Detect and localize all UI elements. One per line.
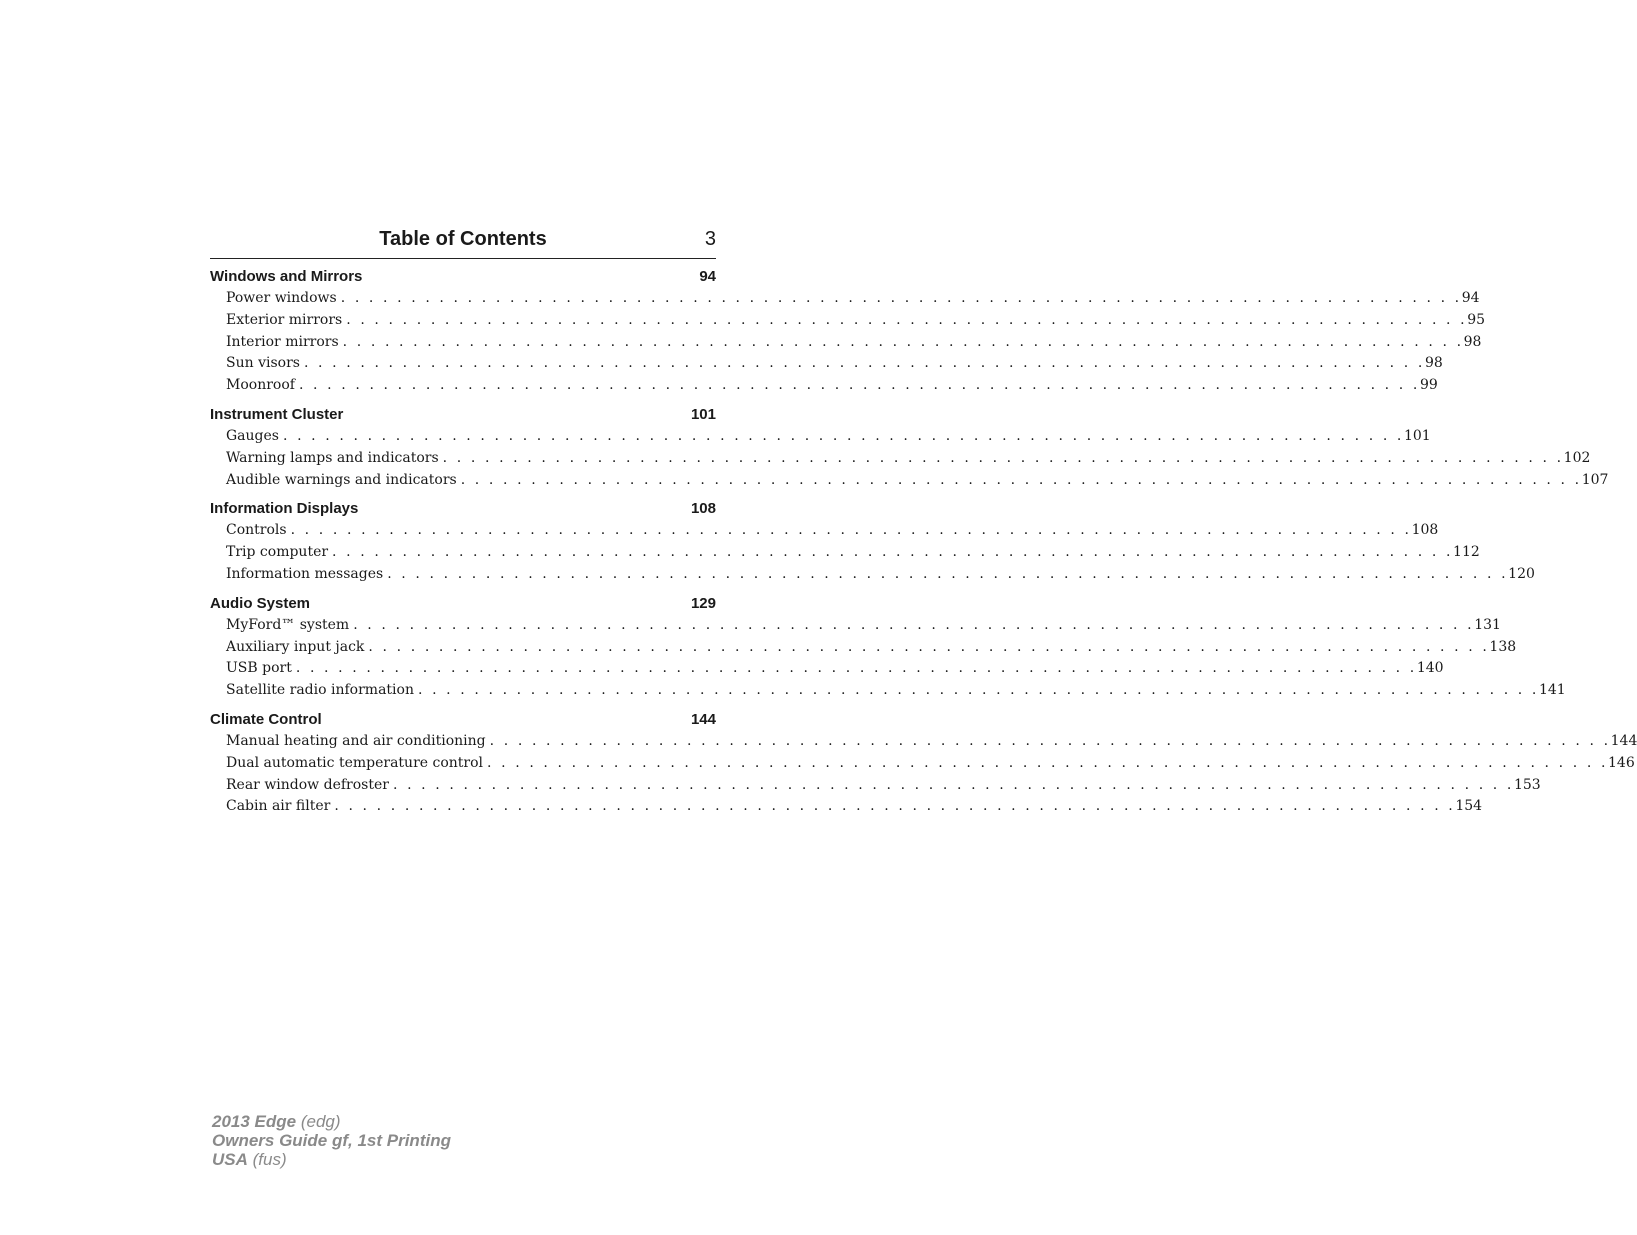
dot-leader: . . . . . . . . . . . . . . . . . . . . . . . . . . . . . . . . . . . . . . . . . . . . . . . . . . . . . . . . . . . . . . . . . . . . . . . . . . . . . . . . — [332, 544, 1454, 561]
dot-leader: . . . . . . . . . . . . . . . . . . . . . . . . . . . . . . . . . . . . . . . . . . . . . . . . . . . . . . . . . . . . . . . . . . . . . . . . . . . . . . . . — [392, 776, 1514, 793]
section-page: 101 — [690, 405, 716, 423]
entry-page: 98 — [1463, 333, 1482, 350]
entry-label: Information messages — [226, 565, 384, 582]
toc-entry[interactable] — [210, 332, 1482, 354]
section-title: Audio System — [210, 594, 311, 612]
entry-page: 98 — [1424, 355, 1443, 372]
dot-leader: . . . . . . . . . . . . . . . . . . . . . . . . . . . . . . . . . . . . . . . . . . . . . . . . . . . . . . . . . . . . . . . . . . . . . . . . . . . . . . . . — [340, 290, 1462, 306]
toc-entry[interactable] — [210, 448, 1591, 470]
toc-entry[interactable] — [210, 542, 1480, 564]
section-heading[interactable] — [210, 266, 716, 288]
dot-leader: . . . . . . . . . . . . . . . . . . . . . . . . . . . . . . . . . . . . . . . . . . . . . . . . . . . . . . . . . . . . . . . . . . . . . . . . . . . . . . . . — [346, 311, 1468, 328]
entry-label: Audible warnings and indicators — [226, 471, 457, 488]
entry-label: Cabin air filter — [226, 798, 331, 815]
entry-label: Trip computer — [226, 544, 329, 561]
entry-page: 101 — [1403, 427, 1431, 444]
entry-label: Manual heating and air conditioning — [226, 732, 486, 749]
entry-page: 140 — [1416, 660, 1444, 677]
entry-label: Satellite radio information — [226, 682, 414, 699]
dot-leader: . . . . . . . . . . . . . . . . . . . . . . . . . . . . . . . . . . . . . . . . . . . . . . . . . . . . . . . . . . . . . . . . . . . . . . . . . . . . . . . . — [303, 355, 1425, 372]
toc-section — [210, 266, 1486, 397]
dot-leader: . . . . . . . . . . . . . . . . . . . . . . . . . . . . . . . . . . . . . . . . . . . . . . . . . . . . . . . . . . . . . . . . . . . . . . . . . . . . . . . . — [290, 522, 1412, 539]
toc-entry[interactable] — [210, 731, 1637, 753]
toc-entry[interactable] — [210, 658, 1444, 680]
entry-label: MyFord™ system — [226, 616, 350, 633]
dot-leader: . . . . . . . . . . . . . . . . . . . . . . . . . . . . . . . . . . . . . . . . . . . . . . . . . . . . . . . . . . . . . . . . . . . . . . . . . . . . . . . . — [442, 449, 1564, 466]
entry-page: 95 — [1467, 311, 1486, 328]
toc-entry[interactable] — [210, 310, 1486, 332]
entry-page: 153 — [1513, 776, 1541, 793]
entry-page: 131 — [1474, 616, 1501, 633]
dot-leader: . . . . . . . . . . . . . . . . . . . . . . . . . . . . . . . . . . . . . . . . . . . . . . . . . . . . . . . . . . . . . . . . . . . . . . . . . . . . . . . . — [282, 427, 1404, 444]
section-page: 108 — [690, 500, 716, 518]
dot-leader: . . . . . . . . . . . . . . . . . . . . . . . . . . . . . . . . . . . . . . . . . . . . . . . . . . . . . . . . . . . . . . . . . . . . . . . . . . . . . . . . — [342, 333, 1464, 350]
section-heading[interactable] — [210, 593, 716, 615]
entry-label: Sun visors — [226, 355, 300, 372]
dot-leader: . . . . . . . . . . . . . . . . . . . . . . . . . . . . . . . . . . . . . . . . . . . . . . . . . . . . . . . . . . . . . . . . . . . . . . . . . . . . . . . . — [353, 616, 1475, 633]
entry-label: Interior mirrors — [226, 333, 339, 350]
dot-leader: . . . . . . . . . . . . . . . . . . . . . . . . . . . . . . . . . . . . . . . . . . . . . . . . . . . . . . . . . . . . . . . . . . . . . . . . . . . . . . . . — [368, 638, 1490, 655]
section-page: 144 — [690, 710, 716, 728]
toc-entry[interactable] — [210, 637, 1517, 659]
toc-section — [210, 709, 1637, 818]
entry-page: 154 — [1455, 798, 1483, 815]
toc-entry[interactable] — [210, 520, 1439, 542]
entry-label: Exterior mirrors — [226, 311, 343, 328]
entry-label: Gauges — [226, 427, 279, 444]
toc-entry[interactable] — [210, 375, 1438, 397]
dot-leader: . . . . . . . . . . . . . . . . . . . . . . . . . . . . . . . . . . . . . . . . . . . . . . . . . . . . . . . . . . . . . . . . . . . . . . . . . . . . . . . . — [417, 682, 1539, 699]
entry-label: Rear window defroster — [226, 776, 389, 793]
entry-page: 146 — [1608, 754, 1635, 771]
dot-leader: . . . . . . . . . . . . . . . . . . . . . . . . . . . . . . . . . . . . . . . . . . . . . . . . . . . . . . . . . . . . . . . . . . . . . . . . . . . . . . . . — [295, 660, 1417, 677]
entry-page: 99 — [1419, 377, 1438, 394]
section-heading[interactable] — [210, 709, 716, 731]
section-title: Instrument Cluster — [210, 405, 344, 423]
footer-line-1 — [212, 1112, 451, 1131]
footer-market: USA — [212, 1150, 248, 1169]
toc-entry[interactable] — [210, 564, 1535, 586]
footer-line-3 — [212, 1150, 451, 1169]
section-title: Information Displays — [210, 500, 359, 518]
toc-entry[interactable] — [210, 426, 1431, 448]
entry-label: Dual automatic temperature control — [226, 754, 484, 771]
section-page: 129 — [690, 594, 716, 612]
entry-page: 102 — [1563, 449, 1591, 466]
footer-model: 2013 Edge — [212, 1112, 297, 1131]
entry-label: Power windows — [226, 290, 337, 306]
toc-entry[interactable] — [210, 353, 1443, 375]
entry-page: 141 — [1538, 682, 1566, 699]
toc-entry[interactable] — [210, 288, 1480, 310]
entry-page: 107 — [1581, 471, 1609, 488]
section-title: Windows and Mirrors — [210, 268, 363, 285]
toc-section — [210, 498, 1535, 585]
page-number: 3 — [704, 228, 716, 250]
entry-label: USB port — [226, 660, 292, 677]
page-title: Table of Contents — [379, 228, 547, 250]
entry-label: Auxiliary input jack — [226, 638, 365, 655]
dot-leader: . . . . . . . . . . . . . . . . . . . . . . . . . . . . . . . . . . . . . . . . . . . . . . . . . . . . . . . . . . . . . . . . . . . . . . . . . . . . . . . . — [387, 565, 1509, 582]
section-heading[interactable] — [210, 404, 716, 426]
toc-entry[interactable] — [210, 753, 1635, 775]
toc-section — [210, 404, 1609, 491]
footer-market-code: (fus) — [252, 1150, 287, 1169]
toc-entry[interactable] — [210, 615, 1501, 637]
dot-leader: . . . . . . . . . . . . . . . . . . . . . . . . . . . . . . . . . . . . . . . . . . . . . . . . . . . . . . . . . . . . . . . . . . . . . . . . . . . . . . . . — [460, 471, 1582, 488]
toc-entry[interactable] — [210, 775, 1541, 797]
section-title: Climate Control — [210, 710, 322, 728]
entry-page: 108 — [1411, 522, 1439, 539]
entry-label: Controls — [226, 522, 287, 539]
dot-leader: . . . . . . . . . . . . . . . . . . . . . . . . . . . . . . . . . . . . . . . . . . . . . . . . . . . . . . . . . . . . . . . . . . . . . . . . . . . . . . . . — [334, 798, 1456, 815]
toc-entry[interactable] — [210, 470, 1609, 492]
toc-entry[interactable] — [210, 680, 1566, 702]
section-page: 94 — [699, 268, 716, 285]
table-of-contents — [210, 266, 1637, 825]
entry-page: 144 — [1610, 732, 1637, 749]
toc-section — [210, 593, 1566, 702]
page-header — [210, 228, 716, 259]
entry-page: 94 — [1461, 290, 1480, 306]
dot-leader: . . . . . . . . . . . . . . . . . . . . . . . . . . . . . . . . . . . . . . . . . . . . . . . . . . . . . . . . . . . . . . . . . . . . . . . . . . . . . . . . — [489, 732, 1611, 749]
dot-leader: . . . . . . . . . . . . . . . . . . . . . . . . . . . . . . . . . . . . . . . . . . . . . . . . . . . . . . . . . . . . . . . . . . . . . . . . . . . . . . . . — [487, 754, 1608, 771]
dot-leader: . . . . . . . . . . . . . . . . . . . . . . . . . . . . . . . . . . . . . . . . . . . . . . . . . . . . . . . . . . . . . . . . . . . . . . . . . . . . . . . . — [298, 377, 1420, 394]
entry-page: 138 — [1489, 638, 1517, 655]
entry-label: Moonroof — [226, 377, 295, 394]
entry-label: Warning lamps and indicators — [226, 449, 439, 466]
entry-page: 120 — [1508, 565, 1535, 582]
entry-page: 112 — [1453, 544, 1480, 561]
footer-model-code: (edg) — [300, 1112, 341, 1131]
section-heading[interactable] — [210, 498, 716, 520]
toc-entry[interactable] — [210, 796, 1483, 818]
footer-line-2: Owners Guide gf, 1st Printing — [212, 1131, 451, 1150]
footer — [212, 1112, 451, 1169]
